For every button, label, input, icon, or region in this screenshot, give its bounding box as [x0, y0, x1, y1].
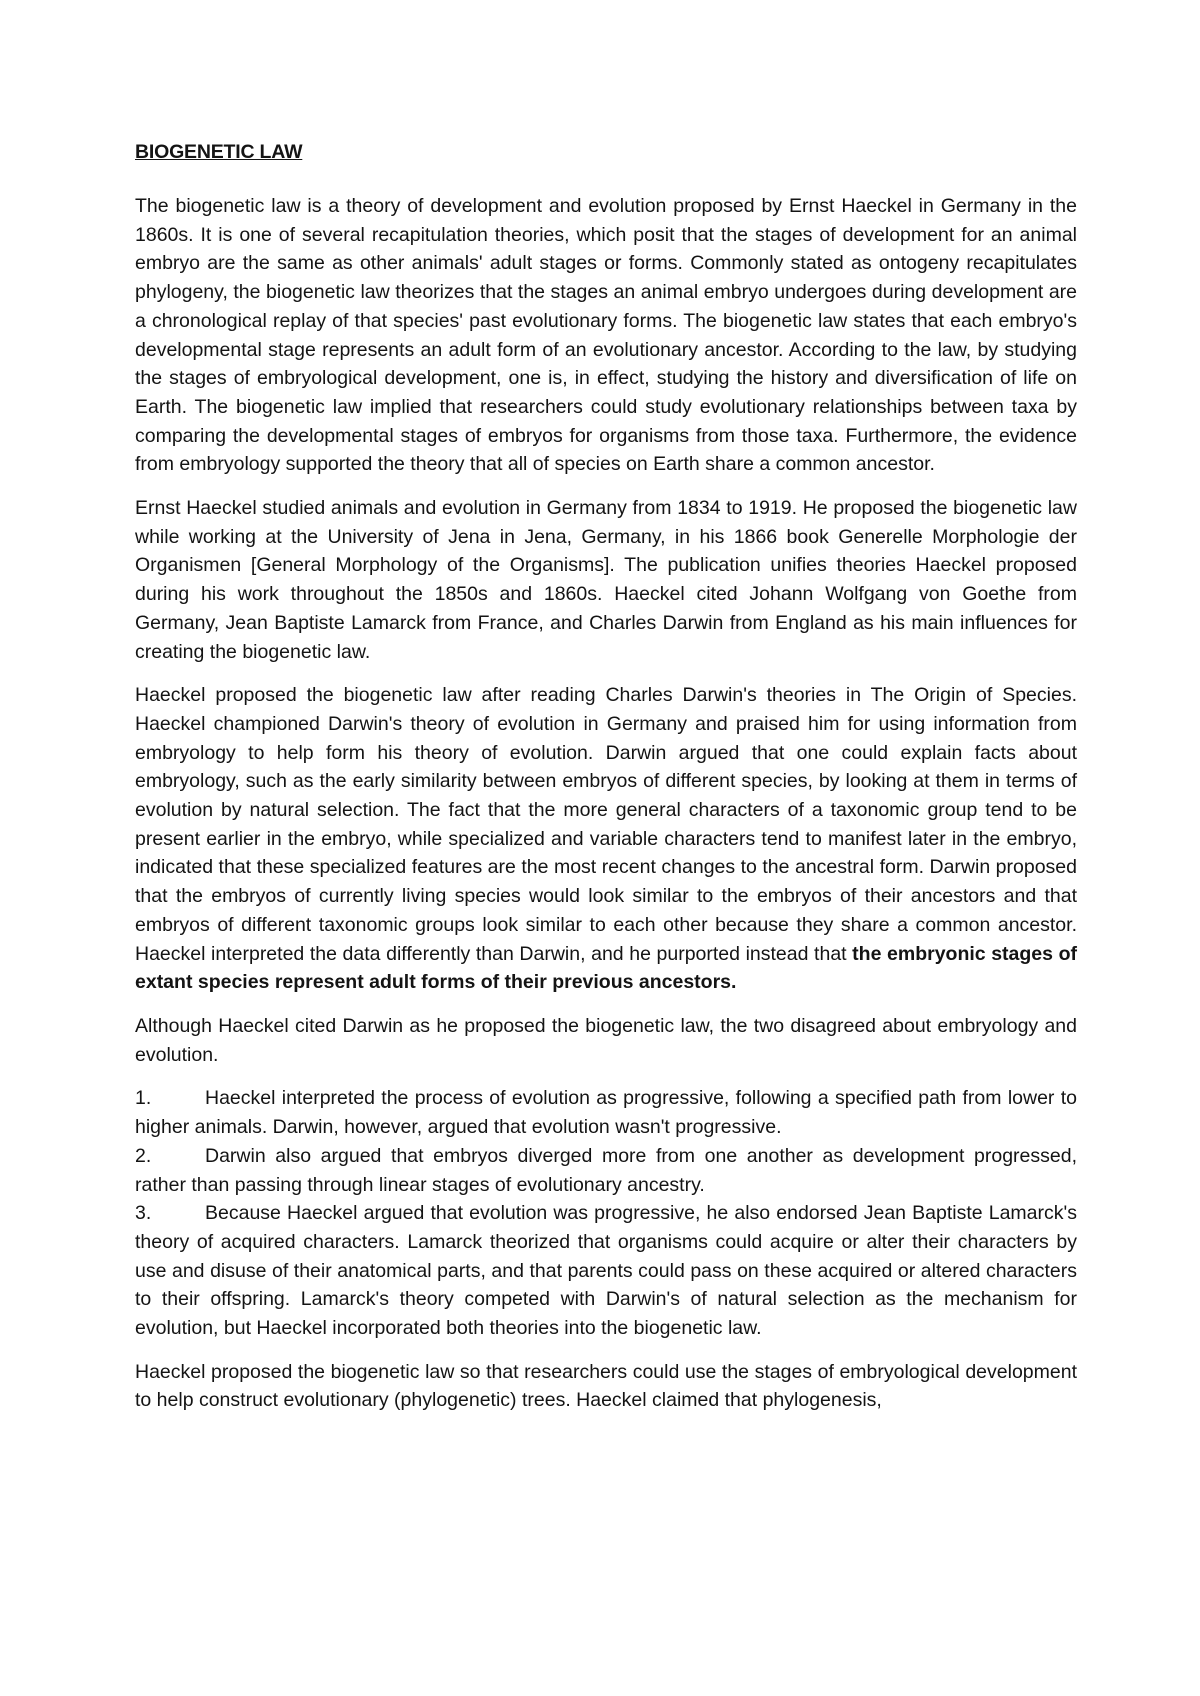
paragraph-darwin-influence — [135, 681, 1077, 997]
document-content — [135, 138, 1077, 1430]
list-item-3 — [135, 1199, 1077, 1343]
list-item-1 — [135, 1084, 1077, 1141]
list-item-1-number: 1. — [135, 1087, 152, 1110]
paragraph-haeckel-background: Ernst Haeckel studied animals and evolution in Germany from 1834 to 1919. He proposed the biogenetic law while working at the University of Jena in Jena, Germany, in his 1866 book Generelle Morphologie der Organismen [General Morphology of the Organisms]. The publication unifies theories Haeckel proposed during his work throughout the 1850s and 1860s. Haeckel cited Johann Wolfgang von Goethe from Germany, Jean Baptiste Lamarck from France, and Charles Darwin from England as his main influences for creating the biogenetic law. — [135, 497, 1077, 663]
paragraph-darwin-influence-text: Haeckel proposed the biogenetic law after reading Charles Darwin's theories in The Origin of Species. Haeckel championed Darwin's theory of evolution in Germany and praised him for using information from embryology to help form his theory of evolution. Darwin argued that one could explain facts about embryology, such as the early similarity between embryos of different species, by looking at them in terms of evolution by natural selection. The fact that the more general characters of a taxonomic group tend to be present earlier in the embryo, while specialized and variable characters tend to manifest later in the embryo, indicated that these specialized features are the most recent changes to the ancestral form. Darwin proposed that the embryos of currently living species would look similar to the embryos of their ancestors and that embryos of different taxonomic groups look similar to each other because they share a common ancestor. Haeckel interpreted the data differently than Darwin, and he purported instead that — [135, 684, 1077, 965]
paragraph-disagreement-intro: Although Haeckel cited Darwin as he proposed the biogenetic law, the two disagreed about embryology and evolution. — [135, 1014, 1077, 1066]
paragraph-closing: Haeckel proposed the biogenetic law so that researchers could use the stages of embryological development to help construct evolutionary (phylogenetic) trees. Haeckel claimed that phylogenesis, — [135, 1360, 1077, 1412]
paragraph-biogenetic-law-overview: The biogenetic law is a theory of development and evolution proposed by Ernst Haeckel in Germany in the 1860s. It is one of several recapitulation theories, which posit that the stages of development for an animal embryo are the same as other animals' adult stages or forms. Commonly stated as ontogeny recapitulates phylogeny, the biogenetic law theorizes that the stages an animal embryo undergoes during development are a chronological replay of that species' past evolutionary forms. The biogenetic law states that each embryo's developmental stage represents an adult form of an evolutionary ancestor. According to the law, by studying the stages of embryological development, one is, in effect, studying the history and diversification of life on Earth. The biogenetic law implied that researchers could study evolutionary relationships between taxa by comparing the developmental stages of embryos for organisms from those taxa. Furthermore, the evidence from embryology supported the theory that all of species on Earth share a common ancestor. — [135, 195, 1077, 476]
bold-emphasis-text: the embryonic stages of extant species represent adult forms of their previous ancestors. — [135, 942, 1077, 994]
list-item-2-number: 2. — [135, 1144, 152, 1167]
list-item-2 — [135, 1142, 1077, 1199]
list-item-3-text: Because Haeckel argued that evolution was progressive, he also endorsed Jean Baptiste Lamarck's theory of acquired characters. Lamarck theorized that organisms could acquire or alter their characters by use and disuse of their anatomical parts, and that parents could pass on these acquired or altered characters to their offspring. Lamarck's theory competed with Darwin's of natural selection as the mechanism for evolution, but Haeckel incorporated both theories into the biogenetic law. — [135, 1202, 1077, 1340]
list-item-3-number: 3. — [135, 1202, 152, 1225]
list-item-1-text: Haeckel interpreted the process of evolution as progressive, following a specified path from lower to higher animals. Darwin, however, argued that evolution wasn't progressive. — [135, 1087, 1077, 1139]
list-item-2-text: Darwin also argued that embryos diverged more from one another as development progressed, rather than passing through linear stages of evolutionary ancestry. — [135, 1144, 1077, 1196]
numbered-list — [135, 1084, 1077, 1342]
document-title: BIOGENETIC LAW — [135, 141, 303, 163]
